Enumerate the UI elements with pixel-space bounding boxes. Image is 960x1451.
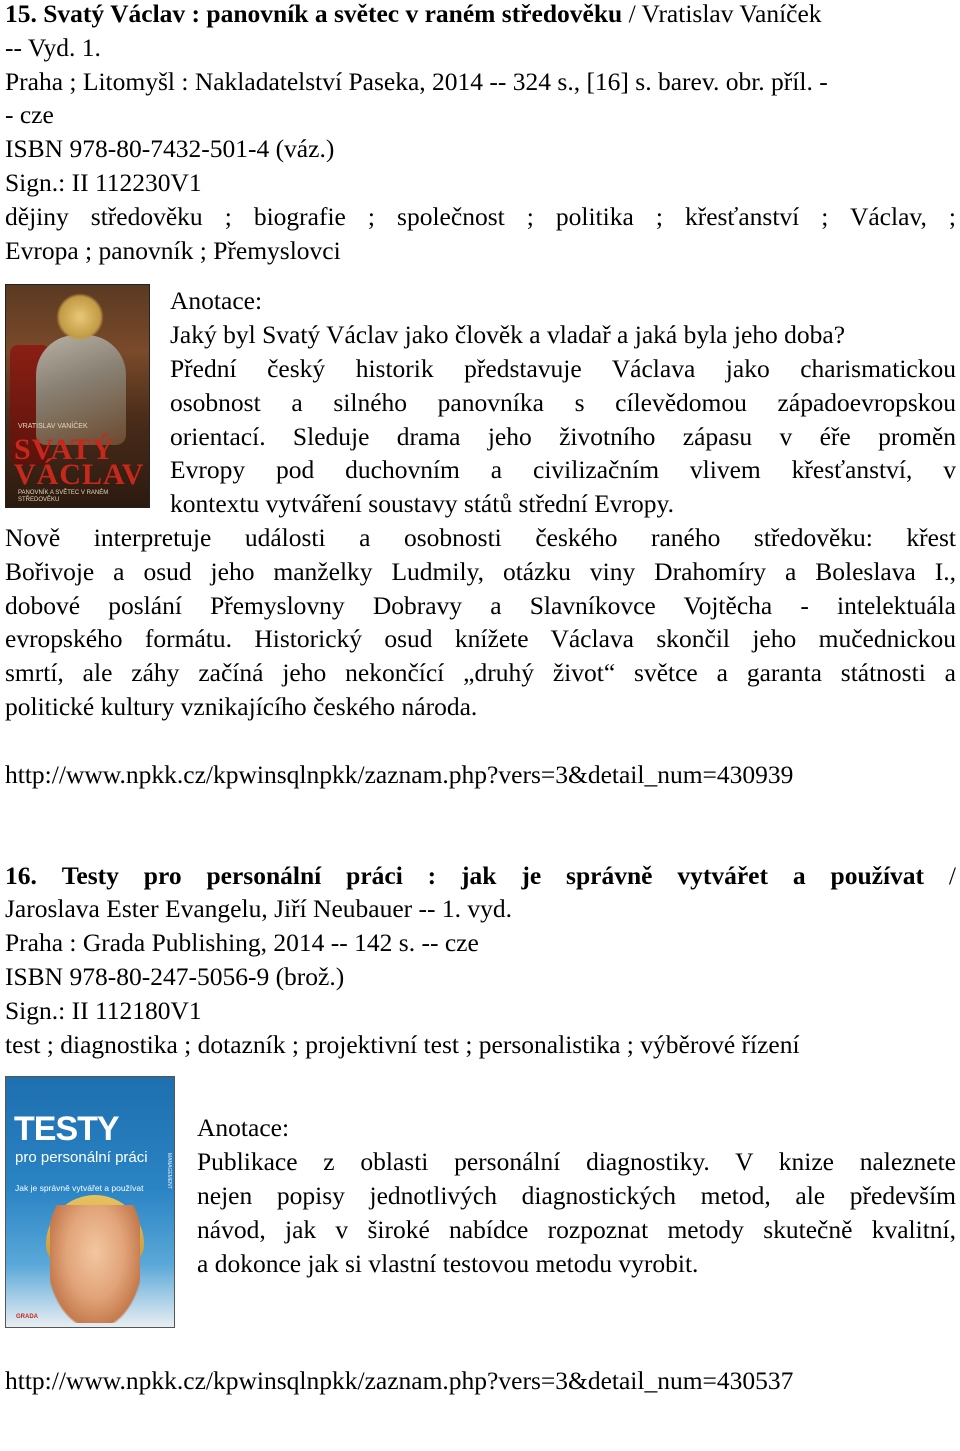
annotation-cont-line: evropského formátu. Historický osud knížete Václava skončil jeho mučednickou: [5, 624, 956, 654]
entry-publisher: Praha : Grada Publishing, 2014 -- 142 s. -- cze: [5, 928, 479, 958]
annotation-line: kontextu vytváření soustavy států střední Evropy.: [170, 489, 675, 519]
annotation-cont-line: Bořivoje a osud jeho manželky Ludmily, otázku viny Drahomíry a Boleslava I.,: [5, 556, 956, 586]
annotation-text: [197, 1076, 956, 1280]
annotation-block: [5, 1076, 956, 1328]
entry-title-line: [5, 0, 956, 31]
entry-title-line: [5, 859, 956, 893]
entry-signature: Sign.: II 112230V1: [5, 167, 202, 197]
cover-art: [50, 1205, 140, 1323]
book-cover-image: [5, 284, 150, 508]
cover-art: [56, 293, 104, 341]
annotation-line: a dokonce jak si vlastní testovou metodu vyrobit.: [197, 1248, 699, 1278]
annotation-block: [5, 284, 956, 521]
annotation-line: Publikace z oblasti personální diagnostiky. V knize naleznete: [197, 1147, 956, 1177]
cover-author: VRATISLAV VANÍČEK: [18, 423, 88, 431]
cover-title: pro personální práci: [15, 1149, 148, 1167]
cover-title: TESTY: [14, 1110, 119, 1149]
annotation-line: nejen popisy jednotlivých diagnostických metod, ale především: [197, 1180, 956, 1210]
entry-keywords-cont: Evropa ; panovník ; Přemyslovci: [5, 235, 341, 265]
cover-title: VÁCLAV: [14, 458, 145, 492]
annotation-label: Anotace:: [197, 1113, 290, 1143]
entry-number: 15.: [5, 0, 37, 28]
entry-keywords: test ; diagnostika ; dotazník ; projektivní test ; personalistika ; výběrové řízení: [5, 1029, 800, 1059]
annotation-cont-line: smrtí, ale záhy začíná jeho nekončící „druhý život“ světce a garanta státnosti a: [5, 658, 956, 688]
entry-title: Svatý Václav : panovník a světec v raném středověku: [43, 0, 623, 28]
entry-keywords: dějiny středověku ; biografie ; společnost ; politika ; křesťanství ; Václav, ;: [5, 201, 956, 231]
annotation-cont-line: dobové poslání Přemyslovny Dobravy a Slavníkovce Vojtěcha - intelektuála: [5, 590, 956, 620]
entry-isbn: ISBN 978-80-247-5056-9 (brož.): [5, 961, 345, 991]
annotation-label: Anotace:: [170, 286, 263, 316]
entry-number: 16.: [5, 860, 37, 890]
catalog-page: [5, 0, 956, 1401]
entry-edition: -- Vyd. 1.: [5, 32, 101, 62]
entry-isbn: ISBN 978-80-7432-501-4 (váz.): [5, 134, 335, 164]
record-link[interactable]: http://www.npkk.cz/kpwinsqlnpkk/zaznam.php?vers=3&detail_num=430537: [5, 1366, 794, 1396]
entry-language: - cze: [5, 100, 54, 130]
annotation-line: Přední český historik představuje Václava jako charismatickou: [170, 353, 956, 383]
cover-series: MANAGEMENT: [166, 1153, 172, 1190]
catalog-entry-15: [5, 0, 956, 792]
annotation-cont-line: politické kultury vznikajícího českého národa.: [5, 691, 478, 721]
entry-title: Testy pro personální práci : jak je správně vytvářet a používat: [61, 860, 925, 890]
entry-title-separator: /: [924, 860, 956, 890]
annotation-line: orientací. Sleduje drama jeho životního zápasu v éře proměn: [170, 421, 956, 451]
annotation-line: návod, jak v široké nabídce rozpoznat metody skutečně kvalitní,: [197, 1214, 956, 1244]
entry-author: / Vratislav Vaníček: [622, 0, 822, 28]
annotation-cont-line: Nově interpretuje události a osobnosti českého raného středověku: křest: [5, 522, 956, 552]
annotation-line: osobnost a silného panovníka s cílevědomou západoevropskou: [170, 387, 956, 417]
entry-publisher: Praha ; Litomyšl : Nakladatelství Paseka, 2014 -- 324 s., [16] s. barev. obr. příl. -: [5, 66, 828, 96]
cover-subtitle: Jak je správně vytvářet a používat: [15, 1183, 144, 1194]
catalog-entry-16: [5, 859, 956, 1399]
cover-title: SVATÝ: [14, 433, 115, 467]
cover-subtitle: PANOVNÍK A SVĚTEC V RANÉM STŘEDOVĚKU: [18, 490, 109, 504]
annotation-text: [170, 284, 956, 521]
annotation-line: Jaký byl Svatý Václav jako člověk a vladař a jaká byla jeho doba?: [170, 320, 846, 350]
annotation-line: Evropy pod duchovním a civilizačním vlivem křesťanství, v: [170, 455, 956, 485]
entry-author: Jaroslava Ester Evangelu, Jiří Neubauer -- 1. vyd.: [5, 894, 512, 924]
record-link[interactable]: http://www.npkk.cz/kpwinsqlnpkk/zaznam.php?vers=3&detail_num=430939: [5, 759, 794, 789]
entry-signature: Sign.: II 112180V1: [5, 995, 202, 1025]
book-cover-image: [5, 1076, 175, 1328]
publisher-logo: GRADA: [16, 1314, 38, 1321]
